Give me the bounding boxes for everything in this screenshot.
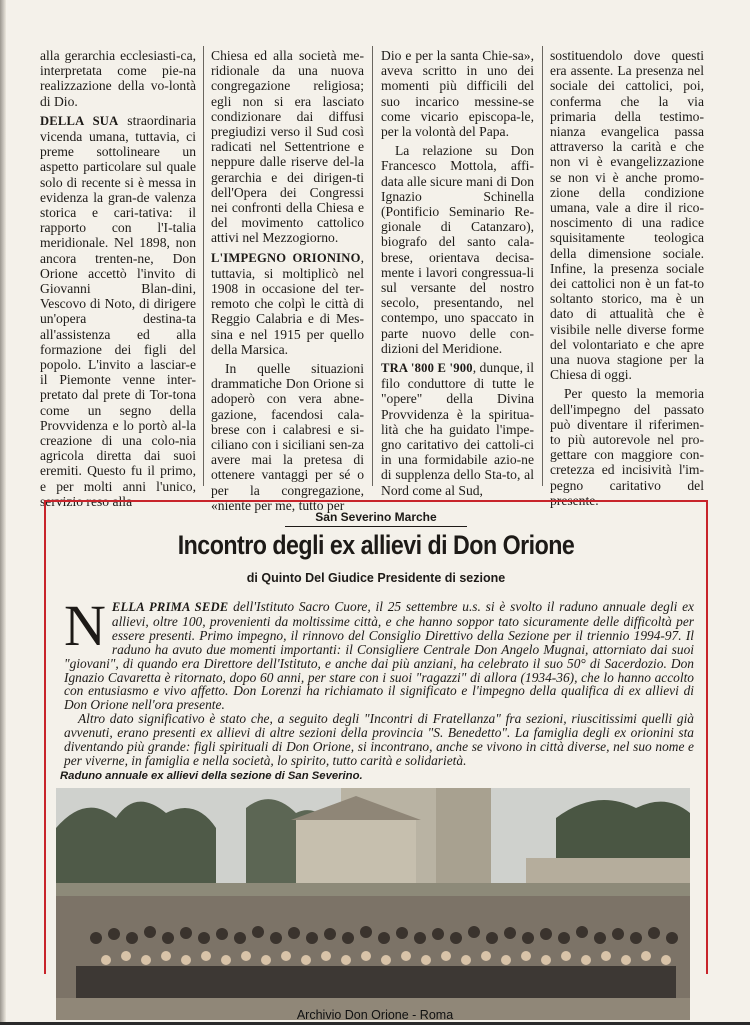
paragraph: DELLA SUA straordinaria vicenda umana, tuttavia, ci preme sottolineare un aspetto particolare sul quale solo di recente si è messa in evidenza la gran-de valenza storica e cari-tativa: il rapporto con l'I-talia meridionale. Nel 1898, non ancora trenten-ne, Don Orione accettò l'invito di Giovanni Blan-dini, Vescovo di Noto, di dirigere un'opera destina-ta all'assistenza ed alla formazione dei figli del popolo. L'invito a lasciar-e il Piemonte venne inter-pretato dal prete di Tor-tona come un segno della Provvidenza e lo portò al-la creazione di una colo-nia agricola diretta dai suoi eremiti. Questo fu il primo, e per molti anni l'unico, servizio reso alla xyxy=(40,112,196,509)
run-in-lead: DELLA SUA xyxy=(40,113,119,128)
byline: di Quinto Del Giudice Presidente di sezione xyxy=(246,571,506,585)
paragraph: sostituendolo dove questi era assente. La presenza nel sociale dei cattolici, poi, conferma che la via primaria della testimo-nianza evangelica passa attraverso la carità e che non vi è evangelizzazione se non vi è anche promo-zione della condizione umana, vale a dire il rico-noscimento di una radice squisitamente teologica della dimensione sociale. Infine, la presenza sociale dei cattolici non è un fat-to soltanto storico, ma è un dato di attualità che è visibile nelle diverse forme del volontariato e che apre una nuova stagione per la Chiesa di oggi. xyxy=(550,48,704,383)
paragraph: alla gerarchia ecclesiasti-ca, interpretata come pie-na realizzazione della vo-lontà di Dio. xyxy=(40,48,196,109)
photo-caption: Raduno annuale ex allievi della sezione di San Severino. xyxy=(60,770,363,782)
group-photo-illustration xyxy=(56,788,690,1020)
paragraph: L'IMPEGNO ORIONINO, tuttavia, si moltiplicò nel 1908 in occasione del ter-remoto che colpì le città di Reggio Calabria e di Mes-sina e nel 1915 per quello della Marsica. xyxy=(211,249,364,357)
paragraph: NELLA PRIMA SEDE dell'Istituto Sacro Cuore, il 25 settembre u.s. si è svolto il raduno annuale degli ex allievi, oltre 100, provenienti da moltissime città, e che hanno soppor tato sicuramente delle difficoltà per essere presenti. Primo impegno, il rinnovo del Consiglio Direttivo della Sezione per il triennio 1994-97. Il raduno ha avuto due momenti importanti: il Consigliere Centrale Don Angelo Mugnai, attorniato dai suoi "giovani", di quando era Direttore dell'Istituto, e anche dai più anziani, ha celebrato il suo 50° di Sacerdozio. Don Ignazio Cavaretta è ritornato, dopo 60 anni, per stare con i suoi "ragazzi" di allora (1934-36), che lo hanno accolto con entusiasmo e vivo affetto. Don Lorenzi ha richiamato il significato e l'impegno della qualifica di ex allievi di Don Orione nell'ora presente. xyxy=(64,593,694,713)
inset-article-box xyxy=(44,500,708,974)
kicker: San Severino Marche xyxy=(46,510,706,524)
column-divider xyxy=(542,46,543,486)
paragraph: Per questo la memoria dell'impegno del passato può diventare il riferimen-to più autorevole nel pro-gettare con maggiore con-cretezza ed incisività l'im-pegno caritativo del presente. xyxy=(550,386,704,508)
paragraph: In quelle situazioni drammatiche Don Orione si adoperò con vera abne-gazione, facendosi cala-brese con i calabresi e si-ciliano con i siciliani sen-za avere mai la pretesa di ottenere vantaggi per sé o per la congregazione, «niente per me, tutto per xyxy=(211,361,364,513)
column-divider xyxy=(203,46,204,486)
text-column-1 xyxy=(40,48,196,513)
text-column-3 xyxy=(381,48,534,502)
text-column-2 xyxy=(211,48,364,517)
group-photo xyxy=(56,788,690,1020)
drop-cap: N xyxy=(64,593,106,658)
paragraph: Altro dato significativo è stato che, a seguito degli "Incontri di Fratellanza" fra sezioni, riuscitissimi quelli già avvenuti, erano presenti ex allievi di altre sezioni della provincia "S. Benedetto". La famiglia degli ex orionini sta diventando più grande: figli spirituali di Don Orione, si incontrano, anche se vivono in città diverse, nel suo nome e per viverne, in famiglia e nella società, lo spirito, tutto carità e solidarietà. xyxy=(64,711,694,768)
inset-body xyxy=(64,593,694,768)
run-in-lead: TRA '800 E '900 xyxy=(381,361,473,376)
archive-footer: Archivio Don Orione - Roma xyxy=(296,1008,454,1022)
text-column-4 xyxy=(550,48,704,512)
run-in-lead: L'IMPEGNO ORIONINO xyxy=(211,250,361,265)
page-gutter-shadow xyxy=(0,0,6,1025)
run-in-lead: ELLA PRIMA SEDE xyxy=(111,600,229,614)
paragraph: Dio e per la santa Chie-sa», aveva scritto in uno dei momenti più difficili del suo incarico messine-se come vicario episcopa-le, per la volontà del Papa. xyxy=(381,48,534,140)
paragraph: Chiesa ed alla società me-ridionale da una nuova congregazione religiosa; egli non si era lasciato condizionare dai diffusi pregiudizi verso il Sud così radicati nel Settentrione e neppure dalle riserve del-la gerarchia e dei dirigen-ti dell'Opera dei Congressi nei confronti della Chiesa e del movimento cattolico attivi nel Mezzogiorno. xyxy=(211,48,364,246)
paragraph: TRA '800 E '900, dunque, il filo conduttore di tutte le "opere" della Divina Provvidenza è la spiritua-lità che ha guidato l'impe-gno caritativo dei cattoli-ci in una formidabile azio-ne di supplenza dello Sta-to, al Nord come al Sud, xyxy=(381,360,534,498)
inset-headline: Incontro degli ex allievi di Don Orione xyxy=(177,530,575,560)
paragraph: La relazione su Don Francesco Mottola, affi-data alle sicure mani di Don Ignazio Schinella (Pontificio Seminario Re-gionale di Catanzaro), biografo del santo cala-brese, orientava decisa-mente i lavori congressua-li sul versante del nostro secolo, presentando, nel contempo, uno spaccato in parte nuovo delle con-dizioni del Meridione. xyxy=(381,143,534,356)
column-divider xyxy=(372,46,373,486)
